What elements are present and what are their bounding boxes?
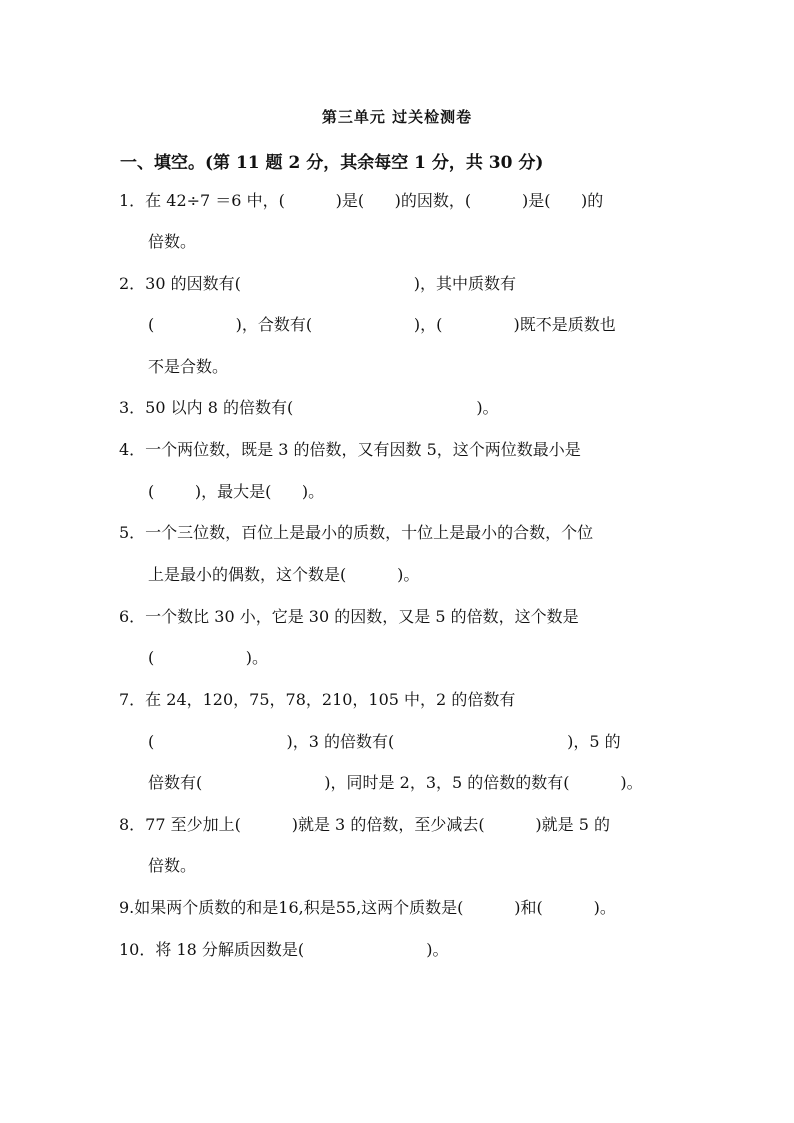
page-title: 第三单元 过关检测卷 — [321, 108, 473, 126]
question-2-line-2: ( )，合数有( )，( )既不是质数也 — [148, 315, 616, 334]
section-heading: 一、填空。(第 11 题 2 分，其余每空 1 分，共 30 分) — [120, 153, 544, 173]
question-7-line-3: 倍数有( )，同时是 2，3，5 的倍数的数有( )。 — [148, 773, 643, 792]
question-2-line-3: 不是合数。 — [148, 357, 229, 376]
question-8-line-2: 倍数。 — [148, 856, 197, 875]
question-9-line-1: 9.如果两个质数的和是16,积是55,这两个质数是( )和( )。 — [119, 898, 616, 917]
question-1-line-2: 倍数。 — [148, 232, 197, 251]
question-7-line-2: ( )，3 的倍数有( )，5 的 — [148, 732, 621, 751]
question-8-line-1: 8．77 至少加上( )就是 3 的倍数，至少减去( )就是 5 的 — [119, 815, 611, 834]
question-5-line-1: 5．一个三位数，百位上是最小的质数，十位上是最小的合数，个位 — [119, 523, 594, 542]
question-4-line-1: 4．一个两位数，既是 3 的倍数，又有因数 5，这个两位数最小是 — [119, 440, 581, 459]
question-3-line-1: 3．50 以内 8 的倍数有( )。 — [119, 398, 499, 417]
question-1-line-1: 1．在 42÷7 ＝6 中，( )是( )的因数，( )是( )的 — [119, 191, 604, 210]
question-6-line-2: ( )。 — [148, 648, 269, 667]
question-2-line-1: 2．30 的因数有( )，其中质数有 — [119, 274, 517, 293]
question-5-line-2: 上是最小的偶数，这个数是( )。 — [148, 565, 420, 584]
question-4-line-2: ( )，最大是( )。 — [148, 482, 325, 501]
question-10-line-1: 10．将 18 分解质因数是( )。 — [119, 940, 449, 959]
question-7-line-1: 7．在 24，120，75，78，210，105 中，2 的倍数有 — [119, 690, 516, 709]
question-6-line-1: 6．一个数比 30 小，它是 30 的因数，又是 5 的倍数，这个数是 — [119, 607, 579, 626]
